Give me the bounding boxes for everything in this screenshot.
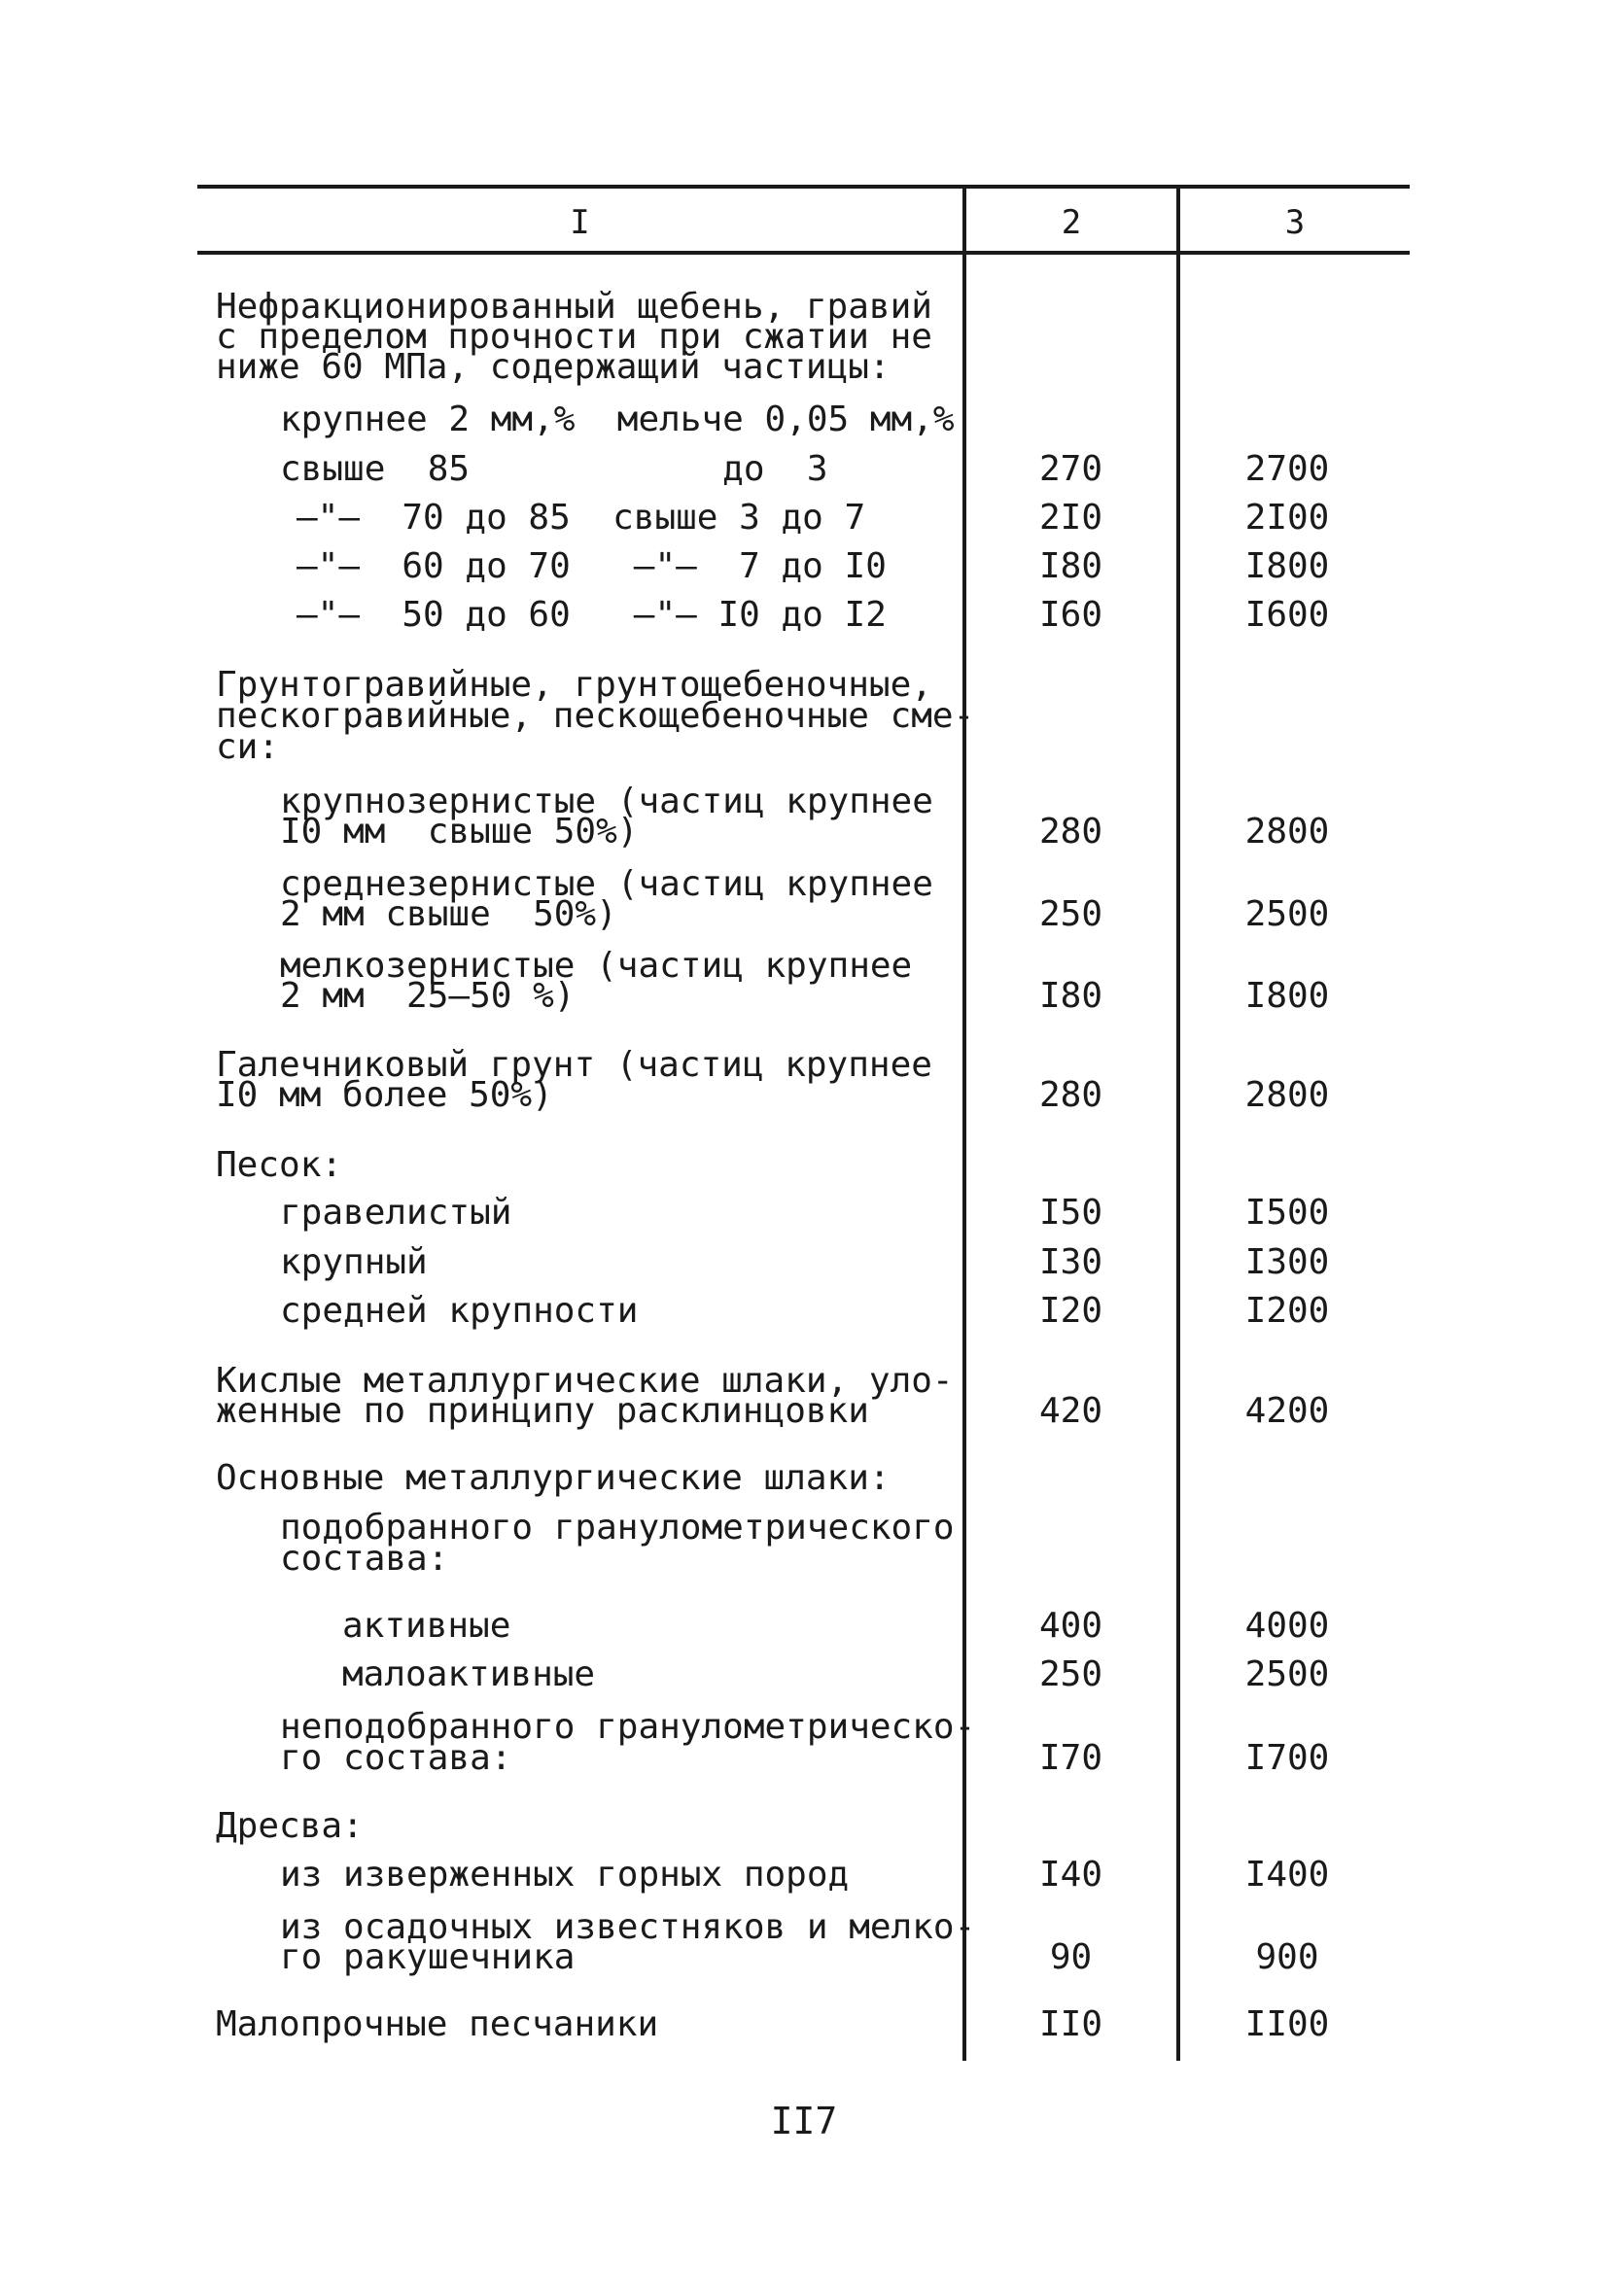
row-label-line: –"– 70 до 85 свыше 3 до 7 <box>297 498 866 538</box>
row-label-line: состава: <box>280 1539 449 1579</box>
header-col-1: I <box>570 203 590 242</box>
row-label-line: с пределом прочности при сжатии не <box>216 317 932 357</box>
row-label-line: го состава: <box>280 1738 512 1778</box>
row-label-line: крупный <box>280 1242 428 1282</box>
row-label-line: Малопрочные песчаники <box>216 2004 659 2044</box>
cell-col-3: I300 <box>1244 1242 1330 1282</box>
row-label-line: крупнее 2 мм,% мельче 0,05 мм,% <box>280 400 955 439</box>
row-label-line: неподобранного гранулометрическо- <box>280 1707 976 1747</box>
cell-col-3: I400 <box>1244 1855 1330 1895</box>
row-label-line: подобранного гранулометрического <box>280 1508 955 1548</box>
cell-col-2: 420 <box>1038 1391 1103 1431</box>
cell-col-3: II00 <box>1244 2004 1330 2044</box>
row-label-line: 2 мм 25–50 %) <box>280 976 576 1016</box>
cell-col-3: 900 <box>1255 1937 1319 1977</box>
cell-col-2: I20 <box>1038 1291 1103 1331</box>
cell-col-3: 4000 <box>1244 1606 1330 1646</box>
cell-col-2: I30 <box>1038 1242 1103 1282</box>
row-label-line: си: <box>216 727 280 767</box>
row-label-line: ниже 60 МПа, содержащий частицы: <box>216 347 891 387</box>
cell-col-3: 2800 <box>1244 1075 1330 1115</box>
cell-col-3: 2700 <box>1244 449 1330 489</box>
cell-col-2: I60 <box>1038 595 1103 635</box>
row-label-line: Основные металлургические шлаки: <box>216 1458 891 1498</box>
cell-col-3: 2800 <box>1244 812 1330 852</box>
cell-col-3: 2500 <box>1244 1654 1330 1694</box>
cell-col-3: I800 <box>1244 976 1330 1016</box>
cell-col-2: I50 <box>1038 1193 1103 1233</box>
cell-col-2: 280 <box>1038 812 1103 852</box>
cell-col-3: I500 <box>1244 1193 1330 1233</box>
row-label-line: I0 мм более 50%) <box>216 1075 553 1115</box>
cell-col-3: 2500 <box>1244 894 1330 934</box>
row-label-line: крупнозернистые (частиц крупнее <box>280 782 933 821</box>
cell-col-3: 2I00 <box>1244 498 1330 538</box>
row-label-line: малоактивные <box>342 1654 596 1694</box>
cell-col-3: I200 <box>1244 1291 1330 1331</box>
row-label-line: Кислые металлургические шлаки, уло- <box>216 1361 954 1401</box>
header-bottom-rule <box>197 251 1410 255</box>
cell-col-2: I80 <box>1038 546 1103 586</box>
row-label-line: го ракушечника <box>280 1937 576 1977</box>
cell-col-2: 90 <box>1049 1937 1093 1977</box>
row-label-line: –"– 60 до 70 –"– 7 до I0 <box>297 546 887 586</box>
row-label-line: Дресва: <box>216 1806 364 1846</box>
row-label-line: Песок: <box>216 1145 343 1185</box>
row-label-line: из изверженных горных пород <box>280 1855 850 1895</box>
row-label-line: женные по принципу расклинцовки <box>216 1391 869 1431</box>
row-label-line: пескогравийные, пескощебеночные сме- <box>216 696 975 736</box>
cell-col-2: 280 <box>1038 1075 1103 1115</box>
row-label-line: активные <box>342 1606 511 1646</box>
row-label-line: 2 мм свыше 50%) <box>280 894 617 934</box>
cell-col-3: I800 <box>1244 546 1330 586</box>
row-label-line: Грунтогравийные, грунтощебеночные, <box>216 665 932 705</box>
cell-col-2: 400 <box>1038 1606 1103 1646</box>
cell-col-2: 2I0 <box>1038 498 1103 538</box>
row-label-line: Галечниковый грунт (частиц крупнее <box>216 1045 932 1085</box>
page-number: II7 <box>770 2100 838 2142</box>
row-label-line: мелкозернистые (частиц крупнее <box>280 946 913 986</box>
cell-col-2: II0 <box>1038 2004 1103 2044</box>
row-label-line: из осадочных известняков и мелко- <box>280 1907 976 1947</box>
cell-col-3: 4200 <box>1244 1391 1330 1431</box>
cell-col-2: I70 <box>1038 1738 1103 1778</box>
table-top-rule <box>197 185 1410 189</box>
cell-col-3: I600 <box>1244 595 1330 635</box>
cell-col-3: I700 <box>1244 1738 1330 1778</box>
row-label-line: свыше 85 до 3 <box>280 449 828 489</box>
cell-col-2: 250 <box>1038 1654 1103 1694</box>
cell-col-2: 250 <box>1038 894 1103 934</box>
row-label-line: средней крупности <box>280 1291 639 1331</box>
cell-col-2: I40 <box>1038 1855 1103 1895</box>
row-label-line: –"– 50 до 60 –"– I0 до I2 <box>297 595 887 635</box>
header-col-3: 3 <box>1284 203 1306 242</box>
cell-col-2: 270 <box>1038 449 1103 489</box>
row-label-line: Нефракционированный щебень, гравий <box>216 287 932 327</box>
cell-col-2: I80 <box>1038 976 1103 1016</box>
row-label-line: гравелистый <box>280 1193 512 1233</box>
row-label-line: среднезернистые (частиц крупнее <box>280 864 933 904</box>
row-label-line: I0 мм свыше 50%) <box>280 812 639 852</box>
header-col-2: 2 <box>1061 203 1082 242</box>
